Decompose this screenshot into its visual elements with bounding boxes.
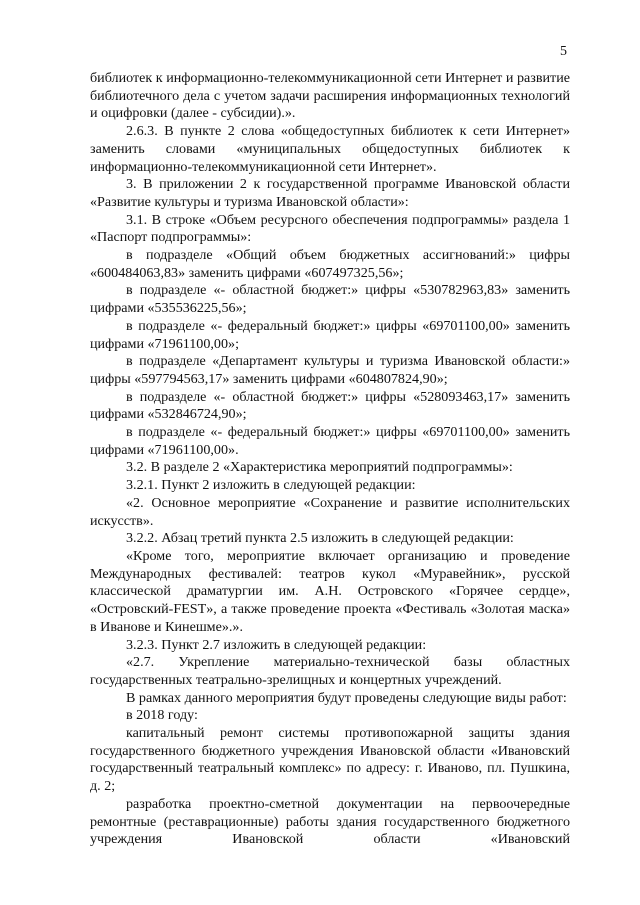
paragraph: в 2018 году: bbox=[126, 707, 198, 724]
paragraph: 3.2.2. Абзац третий пункта 2.5 изложить в следующей редакции: bbox=[126, 530, 514, 547]
paragraph: 3.2.1. Пункт 2 изложить в следующей редакции: bbox=[126, 477, 416, 494]
paragraph: «2.7. Укрепление материально-технической базы областных государственных театрально-зрелищных и концертных учреждений. bbox=[90, 654, 570, 688]
paragraph: в подразделе «- федеральный бюджет:» цифры «69701100,00» заменить цифрами «71961100,00»; bbox=[90, 317, 570, 352]
paragraph: в подразделе «Департамент культуры и туризма Ивановской области:» цифры «597794563,17» заменить цифрами «604807824,90»; bbox=[90, 353, 570, 387]
paragraph: 2.6.3. В пункте 2 слова «общедоступных библиотек к сети Интернет» заменить словами «муниципальных общедоступных библиотек к информационно-телекоммуникационной сети Интернет». bbox=[90, 123, 570, 175]
paragraph: капитальный ремонт системы противопожарной защиты здания государственного бюджетного учреждения Ивановской области «Ивановский государственный театральный комплекс» по адресу: г. Иваново, пл. Пушкина, д. 2; bbox=[90, 725, 570, 795]
paragraph: разработка проектно-сметной документации на первоочередные ремонтные (реставрационные) работы здания государственного бюджетного учреждения Ивановской области «Ивановский bbox=[90, 795, 570, 848]
paragraph: 3.2. В разделе 2 «Характеристика мероприятий подпрограммы»: bbox=[126, 459, 513, 476]
paragraph: 3.2.3. Пункт 2.7 изложить в следующей редакции: bbox=[126, 636, 427, 653]
document-body bbox=[90, 70, 570, 849]
paragraph: в подразделе «- федеральный бюджет:» цифры «69701100,00» заменить цифрами «71961100,00». bbox=[90, 424, 570, 458]
paragraph: «2. Основное мероприятие «Сохранение и развитие исполнительских искусств». bbox=[90, 494, 570, 529]
paragraph: в подразделе «- областной бюджет:» цифры «530782963,83» заменить цифрами «535536225,56»; bbox=[90, 282, 570, 317]
paragraph: 3.1. В строке «Объем ресурсного обеспечения подпрограммы» раздела 1 «Паспорт подпрограммы»: bbox=[90, 211, 570, 246]
paragraph: «Кроме того, мероприятие включает организацию и проведение Международных фестивалей: театров кукол «Муравейник», русской классической драматургии им. А.Н. Островского «Горячее сердце», «Островский-FEST», а также проведение проекта «Фестиваль «Золотая маска» в Иванове и Кинешме».». bbox=[90, 547, 570, 635]
paragraph: в подразделе «- областной бюджет:» цифры «528093463,17» заменить цифрами «532846724,90»; bbox=[90, 388, 570, 423]
paragraph: 3. В приложении 2 к государственной программе Ивановской области «Развитие культуры и туризма Ивановской области»: bbox=[90, 176, 570, 210]
paragraph: библиотек к информационно-телекоммуникационной сети Интернет и развитие библиотечного дела с учетом задачи расширения информационных технологий и оцифровки (далее - субсидии).». bbox=[90, 70, 570, 122]
paragraph: в подразделе «Общий объем бюджетных ассигнований:» цифры «600484063,83» заменить цифрами «607497325,56»; bbox=[90, 247, 570, 281]
paragraph: В рамках данного мероприятия будут проведены следующие виды работ: bbox=[126, 689, 567, 706]
page-number: 5 bbox=[560, 44, 567, 59]
